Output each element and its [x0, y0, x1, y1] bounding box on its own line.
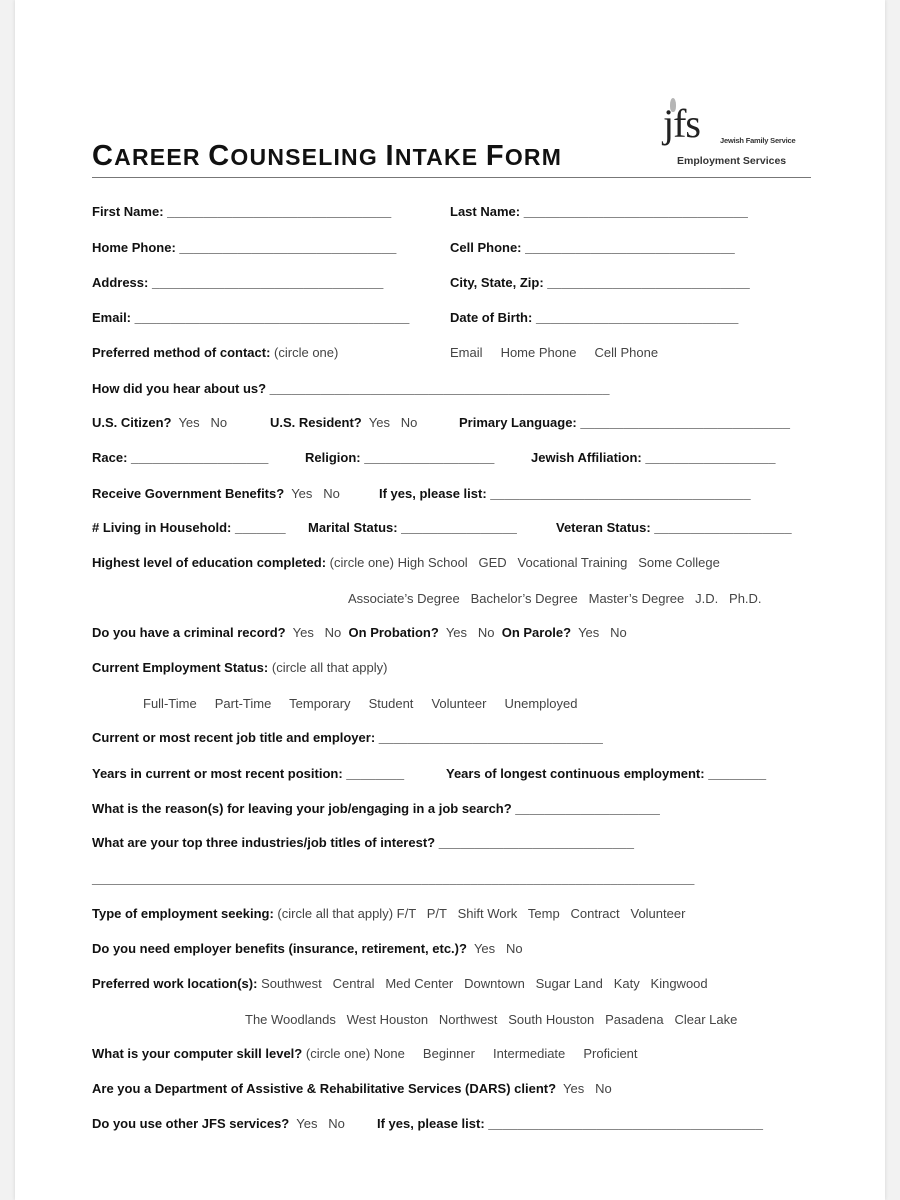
top-industries-continuation-line[interactable]: ______________________________________________________________________________________: [92, 872, 695, 886]
education-row: [92, 555, 720, 570]
work-location-options-2[interactable]: The Woodlands West Houston Northwest South Houston Pasadena Clear Lake: [245, 1012, 738, 1027]
dars-question: Are you a Department of Assistive & Rehabilitative Services (DARS) client?: [92, 1081, 557, 1096]
employment-type-note: (circle all that apply): [277, 906, 394, 921]
jfs-services-list-field[interactable]: If yes, please list: ______________________________________: [377, 1116, 764, 1131]
resident-row: [270, 415, 417, 430]
dars-row: [92, 1081, 612, 1096]
parole-options[interactable]: Yes No: [578, 625, 627, 640]
parole-question: On Parole?: [501, 625, 572, 640]
primary-language-field[interactable]: Primary Language: _____________________________: [459, 415, 791, 430]
employment-status-options[interactable]: Full-Time Part-Time Temporary Student Volunteer Unemployed: [143, 696, 578, 711]
years-longest-field[interactable]: Years of longest continuous employment: ________: [446, 766, 767, 781]
citizenship-row: [92, 415, 227, 430]
last-name-field[interactable]: Last Name: _______________________________: [450, 204, 748, 219]
employment-type-options[interactable]: F/T P/T Shift Work Temp Contract Volunteer: [396, 906, 686, 921]
title-initial-c2: C: [208, 140, 231, 172]
veteran-status-field[interactable]: Veteran Status: ___________________: [556, 520, 792, 535]
household-field[interactable]: # Living in Household: _______: [92, 520, 286, 535]
contact-method-note: (circle one): [274, 345, 339, 360]
criminal-record-options[interactable]: Yes No: [292, 625, 342, 640]
marital-status-field[interactable]: Marital Status: ________________: [308, 520, 517, 535]
title-rule: [92, 177, 811, 178]
government-benefits-list-field[interactable]: If yes, please list: ____________________________________: [379, 486, 751, 501]
employer-benefits-options[interactable]: Yes No: [473, 941, 523, 956]
title-initial-f: F: [485, 140, 505, 172]
education-note: (circle one): [329, 555, 394, 570]
work-location-options-1[interactable]: Southwest Central Med Center Downtown Sugar Land Katy Kingwood: [261, 976, 708, 991]
jfs-services-options[interactable]: Yes No: [296, 1116, 345, 1131]
employment-status-note: (circle all that apply): [271, 660, 388, 675]
jfs-logo: [663, 96, 813, 172]
jfs-services-row: [92, 1116, 345, 1131]
hear-about-field[interactable]: How did you hear about us? _______________________________________________: [92, 381, 610, 396]
resident-question: U.S. Resident?: [270, 415, 362, 430]
government-benefits-options[interactable]: Yes No: [291, 486, 340, 501]
education-options-1[interactable]: High School GED Vocational Training Some College: [397, 555, 720, 570]
contact-method-options[interactable]: Email Home Phone Cell Phone: [450, 345, 659, 360]
years-current-field[interactable]: Years in current or most recent position: ________: [92, 766, 405, 781]
cell-phone-field[interactable]: Cell Phone: _____________________________: [450, 240, 735, 255]
employment-type-row: [92, 906, 685, 921]
religion-field[interactable]: Religion: __________________: [305, 450, 495, 465]
logo-letters: jfs: [663, 101, 700, 146]
race-field[interactable]: Race: ___________________: [92, 450, 269, 465]
job-title-field[interactable]: Current or most recent job title and employer: _______________________________: [92, 730, 603, 745]
computer-skill-note: (circle one): [305, 1046, 371, 1061]
reason-leaving-field[interactable]: What is the reason(s) for leaving your job/engaging in a job search? ____________________: [92, 801, 660, 816]
citizen-question: U.S. Citizen?: [92, 415, 172, 430]
jewish-affiliation-field[interactable]: Jewish Affiliation: __________________: [531, 450, 776, 465]
probation-question: On Probation?: [348, 625, 439, 640]
computer-skill-row: [92, 1046, 638, 1061]
resident-options[interactable]: Yes No: [368, 415, 418, 430]
contact-method-label: [92, 345, 338, 360]
government-benefits-row: [92, 486, 340, 501]
contact-method-question: Preferred method of contact:: [92, 345, 271, 360]
dars-options[interactable]: Yes No: [563, 1081, 612, 1096]
jfs-services-question: Do you use other JFS services?: [92, 1116, 290, 1131]
address-field[interactable]: Address: ________________________________: [92, 275, 384, 290]
employment-type-question: Type of employment seeking:: [92, 906, 274, 921]
education-options-2[interactable]: Associate’s Degree Bachelor’s Degree Master’s Degree J.D. Ph.D.: [348, 591, 762, 606]
city-state-zip-field[interactable]: City, State, Zip: ____________________________: [450, 275, 750, 290]
title-word-areer: AREER: [114, 144, 209, 170]
title-word-ntake: NTAKE: [394, 144, 486, 170]
page-title: [92, 140, 562, 173]
employment-status-label: [92, 660, 387, 675]
work-location-row: [92, 976, 708, 991]
employer-benefits-row: [92, 941, 523, 956]
home-phone-field[interactable]: Home Phone: ______________________________: [92, 240, 397, 255]
top-industries-field[interactable]: What are your top three industries/job titles of interest? ___________________________: [92, 835, 634, 850]
first-name-field[interactable]: First Name: _______________________________: [92, 204, 392, 219]
logo-subtitle: Employment Services: [677, 155, 787, 167]
title-word-orm: ORM: [504, 144, 563, 170]
employment-status-question: Current Employment Status:: [92, 660, 269, 675]
government-benefits-question: Receive Government Benefits?: [92, 486, 285, 501]
probation-options[interactable]: Yes No: [445, 625, 495, 640]
logo-organization-name: Jewish Family Service: [720, 136, 796, 145]
work-location-question: Preferred work location(s):: [92, 976, 258, 991]
employer-benefits-question: Do you need employer benefits (insurance, retirement, etc.)?: [92, 941, 467, 956]
criminal-record-question: Do you have a criminal record?: [92, 625, 286, 640]
citizen-options[interactable]: Yes No: [178, 415, 228, 430]
education-question: Highest level of education completed:: [92, 555, 327, 570]
date-of-birth-field[interactable]: Date of Birth: ____________________________: [450, 310, 739, 325]
criminal-record-row: [92, 625, 627, 640]
jfs-logo-mark: [663, 96, 723, 156]
title-word-ounseling: OUNSELING: [230, 144, 386, 170]
title-initial-i: I: [385, 140, 395, 172]
title-initial-c: C: [92, 140, 115, 172]
computer-skill-question: What is your computer skill level?: [92, 1046, 303, 1061]
form-page: [15, 0, 885, 1200]
email-field[interactable]: Email: ______________________________________: [92, 310, 410, 325]
computer-skill-options[interactable]: None Beginner Intermediate Proficient: [373, 1046, 638, 1061]
